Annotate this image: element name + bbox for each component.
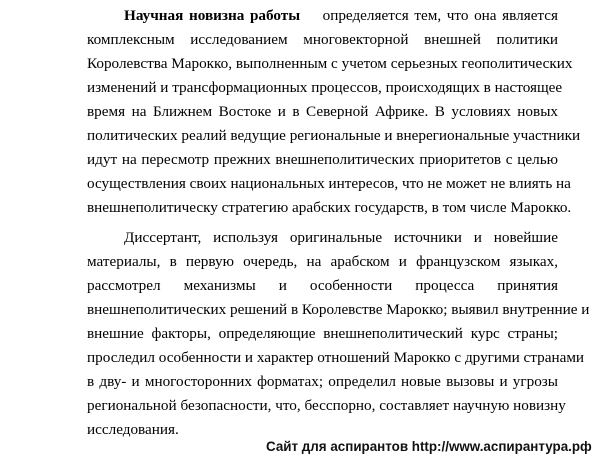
paragraph-1-line-6: политических реалий ведущие региональные и внерегиональные участники — [87, 127, 581, 144]
paragraph-2-line-5: внешние факторы, определяющие внешнеполитический курс страны; — [87, 325, 558, 342]
paragraph-1-line-1 — [124, 4, 558, 28]
paragraph-1-line-3: Королевства Марокко, выполненным с учетом серьезных геополитических — [87, 55, 573, 72]
paragraph-2-line-6: проследил особенности и характер отношений Марокко с другими странами — [87, 349, 585, 366]
site-footer-watermark: Сайт для аспирантов http://www.аспирантура.рф — [266, 439, 592, 454]
paragraph-1-line-4: изменений и трансформационных процессов, происходящих в настоящее — [87, 79, 563, 96]
paragraph-2-line-4: внешнеполитических решений в Королевстве Марокко; выявил внутренние и — [87, 301, 590, 318]
paragraph-1-line-8: осуществления своих национальных интересов, что не может не влиять на — [87, 175, 571, 192]
paragraph-2-line-2: материалы, в первую очередь, на арабском и французском языках, — [87, 253, 558, 270]
paragraph-1-line-2: комплексным исследованием многовекторной внешней политики — [87, 31, 558, 48]
paragraph-text: определяется тем, что она является — [322, 7, 558, 24]
paragraph-2-line-3: рассмотрел механизмы и особенности процесса принятия — [87, 277, 558, 294]
paragraph-1-line-9: внешнеполитическу стратегию арабских государств, в том числе Марокко. — [87, 199, 572, 216]
paragraph-2-line-9: исследования. — [87, 421, 179, 438]
paragraph-1-line-5: время на Ближнем Востоке и в Северной Африке. В условиях новых — [87, 103, 558, 120]
paragraph-2-line-1: Диссертант, используя оригинальные источники и новейшие — [124, 229, 558, 246]
paragraph-1-line-7: идут на пересмотр прежних внешнеполитических приоритетов с целью — [87, 151, 558, 168]
paragraph-2-line-8: региональной безопасности, что, бесспорно, составляет научную новизну — [87, 397, 566, 414]
paragraph-2-line-7: в дву- и многосторонних форматах; определил новые вызовы и угрозы — [87, 373, 558, 390]
paragraph-lead: Научная новизна работы — [124, 7, 301, 24]
